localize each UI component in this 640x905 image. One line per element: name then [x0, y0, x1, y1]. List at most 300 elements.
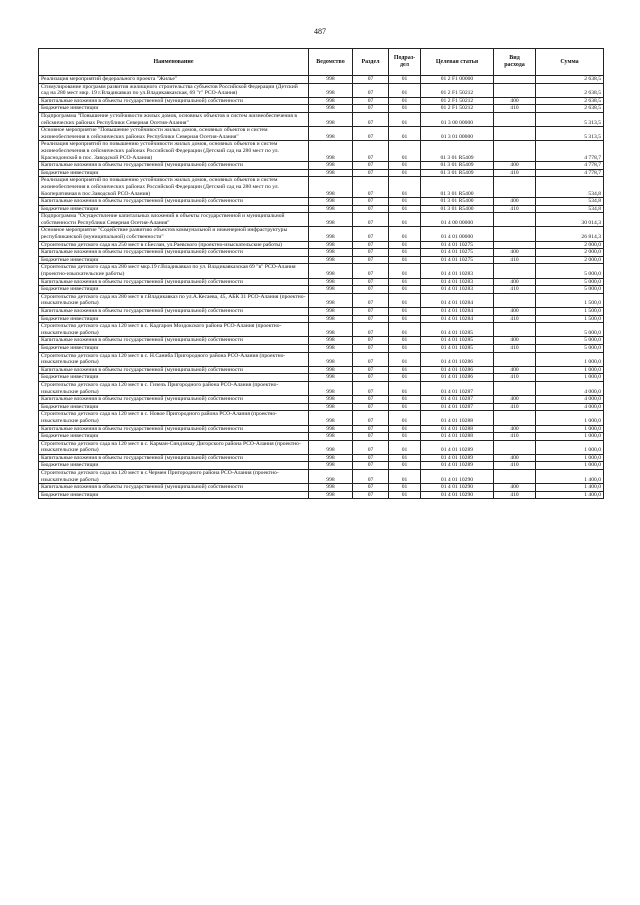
cell-podrazdel: 01 — [389, 112, 421, 126]
cell-celevaya-statya: 01 4 01 10285 — [421, 337, 494, 345]
cell-name: Капитальные вложения в объекты государственной (муниципальной) собственности — [39, 484, 309, 492]
cell-podrazdel: 01 — [389, 278, 421, 286]
cell-vedomstvo: 998 — [309, 403, 353, 411]
cell-razdel: 07 — [353, 278, 389, 286]
table-row — [39, 97, 604, 105]
table-row — [39, 411, 604, 425]
cell-summa: 5 000,0 — [536, 286, 604, 294]
cell-razdel: 07 — [353, 127, 389, 141]
cell-name: Строительство детского сада на 120 мест в с.Чермен Пригородного района РСО-Алания (проектно-изыскательские работы) — [39, 470, 309, 484]
cell-summa: 2 638,5 — [536, 76, 604, 84]
cell-summa: 1 000,0 — [536, 374, 604, 382]
cell-vid-rashoda — [494, 213, 536, 227]
cell-podrazdel: 01 — [389, 249, 421, 257]
cell-razdel: 07 — [353, 286, 389, 294]
cell-razdel: 07 — [353, 141, 389, 162]
cell-vedomstvo: 998 — [309, 462, 353, 470]
cell-celevaya-statya: 01 4 01 00000 — [421, 227, 494, 241]
cell-vid-rashoda: 400 — [494, 249, 536, 257]
table-row — [39, 381, 604, 395]
cell-razdel: 07 — [353, 425, 389, 433]
table-row — [39, 264, 604, 278]
cell-celevaya-statya: 01 4 01 10287 — [421, 396, 494, 404]
table-row — [39, 454, 604, 462]
cell-summa: 2 000,0 — [536, 256, 604, 264]
table-row — [39, 127, 604, 141]
table-row — [39, 352, 604, 366]
cell-celevaya-statya: 01 3 01 00000 — [421, 127, 494, 141]
cell-summa: 4 000,0 — [536, 396, 604, 404]
cell-podrazdel: 01 — [389, 162, 421, 170]
cell-name: Подпрограмма "Осуществление капитальных вложений в объекты государственной и муниципальной собственности Республики Северная Осетия-Алания" — [39, 213, 309, 227]
cell-celevaya-statya: 01 4 01 10285 — [421, 323, 494, 337]
table-row — [39, 227, 604, 241]
cell-vid-rashoda: 410 — [494, 169, 536, 177]
table-row — [39, 141, 604, 162]
header-podrazdel: Подраз- дел — [389, 49, 421, 76]
cell-vid-rashoda — [494, 440, 536, 454]
cell-razdel: 07 — [353, 470, 389, 484]
cell-vid-rashoda: 410 — [494, 491, 536, 499]
cell-name: Строительство детского сада на 120 мест в с. Новое Пригородного района РСО-Алания (проектно-изыскательские работы) — [39, 411, 309, 425]
cell-vedomstvo: 998 — [309, 256, 353, 264]
cell-name: Стимулирование программ развития жилищного строительства субъектов Российской Федерации (Детский сад на 280 мест мкр. 19 г.Владикавказ по ул.Владикавказская, 69 "г" РСО-Алания) — [39, 83, 309, 97]
cell-vedomstvo: 998 — [309, 286, 353, 294]
table-row — [39, 470, 604, 484]
cell-summa: 2 000,0 — [536, 241, 604, 249]
table-row — [39, 293, 604, 307]
cell-name: Реализация мероприятий по повышению устойчивости жилых домов, основных объектов и систем жизнеобеспечения в сейсмических районах Российской Федерации (Детский сад на 280 мест по ул. Краснодонской в пос. Заводской РСО-Алания) — [39, 141, 309, 162]
cell-vid-rashoda: 410 — [494, 105, 536, 113]
cell-podrazdel: 01 — [389, 198, 421, 206]
cell-vedomstvo: 998 — [309, 198, 353, 206]
cell-name: Бюджетные инвестиции — [39, 403, 309, 411]
cell-celevaya-statya: 01 3 01 R5400 — [421, 198, 494, 206]
cell-podrazdel: 01 — [389, 470, 421, 484]
table-row — [39, 213, 604, 227]
cell-razdel: 07 — [353, 227, 389, 241]
cell-celevaya-statya: 01 4 01 10290 — [421, 470, 494, 484]
cell-summa: 30 014,3 — [536, 213, 604, 227]
header-vedomstvo: Ведомство — [309, 49, 353, 76]
cell-name: Строительство детского сада на 120 мест в с. Н.Саниба Пригородного района РСО-Алания (проектно-изыскательские работы) — [39, 352, 309, 366]
cell-razdel: 07 — [353, 411, 389, 425]
cell-name: Строительство детского сада на 280 мест мкр.19 г.Владикавказ по ул. Владикавказская 69 "в" РСО-Алания (проектно-изыскательские работы) — [39, 264, 309, 278]
cell-summa: 1 000,0 — [536, 411, 604, 425]
header-vid-rashoda: Вид расхода — [494, 49, 536, 76]
cell-name: Бюджетные инвестиции — [39, 169, 309, 177]
cell-vid-rashoda: 400 — [494, 366, 536, 374]
cell-vedomstvo: 998 — [309, 76, 353, 84]
cell-summa: 4 778,7 — [536, 141, 604, 162]
cell-name: Капитальные вложения в объекты государственной (муниципальной) собственности — [39, 249, 309, 257]
cell-summa: 5 000,0 — [536, 344, 604, 352]
cell-summa: 4 778,7 — [536, 162, 604, 170]
cell-celevaya-statya: 01 4 01 10285 — [421, 344, 494, 352]
cell-podrazdel: 01 — [389, 484, 421, 492]
table-row — [39, 484, 604, 492]
cell-vid-rashoda: 410 — [494, 374, 536, 382]
cell-name: Капитальные вложения в объекты государственной (муниципальной) собственности — [39, 366, 309, 374]
cell-vedomstvo: 998 — [309, 381, 353, 395]
cell-celevaya-statya: 01 3 01 R5409 — [421, 141, 494, 162]
cell-razdel: 07 — [353, 344, 389, 352]
cell-celevaya-statya: 01 3 01 R5400 — [421, 205, 494, 213]
cell-celevaya-statya: 01 4 01 10283 — [421, 278, 494, 286]
cell-vedomstvo: 998 — [309, 366, 353, 374]
cell-name: Реализация мероприятий федерального проекта "Жилье" — [39, 76, 309, 84]
cell-vedomstvo: 998 — [309, 352, 353, 366]
cell-podrazdel: 01 — [389, 337, 421, 345]
cell-summa: 5 313,5 — [536, 127, 604, 141]
cell-vedomstvo: 998 — [309, 344, 353, 352]
cell-vedomstvo: 998 — [309, 249, 353, 257]
cell-celevaya-statya: 01 2 F1 50212 — [421, 97, 494, 105]
cell-celevaya-statya: 01 4 01 10284 — [421, 308, 494, 316]
cell-razdel: 07 — [353, 169, 389, 177]
cell-podrazdel: 01 — [389, 403, 421, 411]
cell-vid-rashoda: 400 — [494, 425, 536, 433]
cell-name: Реализация мероприятий по повышению устойчивости жилых домов, основных объектов и систем жизнеобеспечения в сейсмических районах Российской Федерации (Детский сад на 280 мест по ул. Кооперативная в пос.Заводской РСО-Алания) — [39, 177, 309, 198]
cell-razdel: 07 — [353, 198, 389, 206]
page-number: 487 — [314, 27, 326, 36]
cell-vedomstvo: 998 — [309, 112, 353, 126]
cell-vedomstvo: 998 — [309, 374, 353, 382]
cell-vid-rashoda: 410 — [494, 403, 536, 411]
cell-podrazdel: 01 — [389, 205, 421, 213]
cell-vid-rashoda — [494, 141, 536, 162]
cell-vedomstvo: 998 — [309, 213, 353, 227]
cell-razdel: 07 — [353, 454, 389, 462]
table-row — [39, 396, 604, 404]
cell-podrazdel: 01 — [389, 433, 421, 441]
cell-podrazdel: 01 — [389, 141, 421, 162]
cell-vid-rashoda: 410 — [494, 315, 536, 323]
cell-razdel: 07 — [353, 323, 389, 337]
cell-vid-rashoda — [494, 127, 536, 141]
cell-name: Строительство детского сада на 120 мест в с. Карман-Синдзикау Дигорского района РСО-Алания (проектно-изыскательские работы) — [39, 440, 309, 454]
cell-summa: 534,8 — [536, 205, 604, 213]
cell-razdel: 07 — [353, 213, 389, 227]
cell-podrazdel: 01 — [389, 352, 421, 366]
cell-celevaya-statya: 01 4 01 10290 — [421, 484, 494, 492]
cell-name: Капитальные вложения в объекты государственной (муниципальной) собственности — [39, 396, 309, 404]
cell-summa: 1 500,0 — [536, 293, 604, 307]
cell-razdel: 07 — [353, 76, 389, 84]
cell-summa: 1 400,0 — [536, 491, 604, 499]
cell-vid-rashoda — [494, 264, 536, 278]
cell-celevaya-statya: 01 4 01 10283 — [421, 286, 494, 294]
cell-vid-rashoda: 400 — [494, 337, 536, 345]
cell-vid-rashoda — [494, 241, 536, 249]
cell-summa: 1 000,0 — [536, 425, 604, 433]
table-row — [39, 241, 604, 249]
cell-name: Строительство детского сада на 120 мест в с. Гизель Пригородного района РСО-Алания (проектно-изыскательские работы) — [39, 381, 309, 395]
table-body — [39, 76, 604, 499]
cell-vedomstvo: 998 — [309, 141, 353, 162]
cell-celevaya-statya: 01 4 01 10283 — [421, 264, 494, 278]
cell-razdel: 07 — [353, 249, 389, 257]
cell-vedomstvo: 998 — [309, 127, 353, 141]
cell-celevaya-statya: 01 4 01 10287 — [421, 381, 494, 395]
cell-summa: 1 000,0 — [536, 366, 604, 374]
cell-celevaya-statya: 01 2 F1 50212 — [421, 83, 494, 97]
cell-vid-rashoda — [494, 352, 536, 366]
cell-summa: 1 400,0 — [536, 470, 604, 484]
cell-name: Строительство детского сада на 280 мест в г.Владикавказ по ул.А.Кесаева, 45, АБК 31 РСО-Алания (проектно-изыскательские работы) — [39, 293, 309, 307]
cell-celevaya-statya: 01 4 01 10288 — [421, 411, 494, 425]
table-row — [39, 491, 604, 499]
cell-vedomstvo: 998 — [309, 454, 353, 462]
table-row — [39, 112, 604, 126]
cell-summa: 534,8 — [536, 198, 604, 206]
cell-vedomstvo: 998 — [309, 440, 353, 454]
cell-podrazdel: 01 — [389, 374, 421, 382]
cell-vid-rashoda — [494, 76, 536, 84]
cell-celevaya-statya: 01 4 01 10275 — [421, 249, 494, 257]
cell-vid-rashoda — [494, 177, 536, 198]
cell-podrazdel: 01 — [389, 213, 421, 227]
cell-podrazdel: 01 — [389, 264, 421, 278]
cell-podrazdel: 01 — [389, 396, 421, 404]
cell-vid-rashoda: 400 — [494, 454, 536, 462]
cell-vedomstvo: 998 — [309, 411, 353, 425]
cell-name: Капитальные вложения в объекты государственной (муниципальной) собственности — [39, 97, 309, 105]
cell-celevaya-statya: 01 3 01 R5409 — [421, 162, 494, 170]
cell-name: Бюджетные инвестиции — [39, 286, 309, 294]
cell-summa: 2 638,5 — [536, 83, 604, 97]
cell-celevaya-statya: 01 4 01 10275 — [421, 256, 494, 264]
cell-vedomstvo: 998 — [309, 205, 353, 213]
table-row — [39, 256, 604, 264]
cell-vid-rashoda — [494, 293, 536, 307]
cell-summa: 5 000,0 — [536, 264, 604, 278]
cell-vid-rashoda: 400 — [494, 97, 536, 105]
cell-vedomstvo: 998 — [309, 241, 353, 249]
cell-podrazdel: 01 — [389, 308, 421, 316]
cell-celevaya-statya: 01 4 01 10284 — [421, 315, 494, 323]
cell-vid-rashoda: 400 — [494, 308, 536, 316]
cell-vid-rashoda: 400 — [494, 484, 536, 492]
cell-podrazdel: 01 — [389, 256, 421, 264]
cell-summa: 4 778,7 — [536, 169, 604, 177]
cell-vid-rashoda: 410 — [494, 286, 536, 294]
cell-vedomstvo: 998 — [309, 396, 353, 404]
cell-name: Капитальные вложения в объекты государственной (муниципальной) собственности — [39, 308, 309, 316]
cell-podrazdel: 01 — [389, 491, 421, 499]
cell-razdel: 07 — [353, 440, 389, 454]
cell-vedomstvo: 998 — [309, 264, 353, 278]
cell-celevaya-statya: 01 4 01 10290 — [421, 491, 494, 499]
cell-razdel: 07 — [353, 374, 389, 382]
table-row — [39, 323, 604, 337]
table-row — [39, 177, 604, 198]
cell-summa: 534,8 — [536, 177, 604, 198]
header-summa: Сумма — [536, 49, 604, 76]
cell-vedomstvo: 998 — [309, 315, 353, 323]
table-row — [39, 337, 604, 345]
cell-vedomstvo: 998 — [309, 433, 353, 441]
cell-celevaya-statya: 01 4 01 10288 — [421, 433, 494, 441]
table-header — [39, 49, 604, 76]
cell-name: Бюджетные инвестиции — [39, 462, 309, 470]
cell-razdel: 07 — [353, 381, 389, 395]
budget-table — [38, 48, 604, 499]
cell-name: Бюджетные инвестиции — [39, 491, 309, 499]
cell-podrazdel: 01 — [389, 127, 421, 141]
cell-vid-rashoda — [494, 83, 536, 97]
table-row — [39, 374, 604, 382]
cell-celevaya-statya: 01 4 01 10288 — [421, 425, 494, 433]
cell-podrazdel: 01 — [389, 105, 421, 113]
cell-razdel: 07 — [353, 264, 389, 278]
cell-celevaya-statya: 01 2 F1 50212 — [421, 105, 494, 113]
table-row — [39, 198, 604, 206]
cell-summa: 1 000,0 — [536, 352, 604, 366]
table-row — [39, 308, 604, 316]
cell-celevaya-statya: 01 4 01 10289 — [421, 454, 494, 462]
cell-razdel: 07 — [353, 352, 389, 366]
cell-summa: 1 500,0 — [536, 315, 604, 323]
cell-podrazdel: 01 — [389, 83, 421, 97]
cell-name: Капитальные вложения в объекты государственной (муниципальной) собственности — [39, 337, 309, 345]
cell-vid-rashoda: 400 — [494, 396, 536, 404]
cell-name: Бюджетные инвестиции — [39, 344, 309, 352]
cell-vid-rashoda — [494, 381, 536, 395]
cell-razdel: 07 — [353, 241, 389, 249]
cell-razdel: 07 — [353, 462, 389, 470]
cell-vedomstvo: 998 — [309, 308, 353, 316]
cell-name: Бюджетные инвестиции — [39, 315, 309, 323]
cell-celevaya-statya: 01 4 00 00000 — [421, 213, 494, 227]
header-razdel: Раздел — [353, 49, 389, 76]
table-row — [39, 105, 604, 113]
cell-summa: 2 000,0 — [536, 249, 604, 257]
cell-name: Бюджетные инвестиции — [39, 374, 309, 382]
cell-vid-rashoda: 410 — [494, 462, 536, 470]
cell-razdel: 07 — [353, 83, 389, 97]
cell-name: Бюджетные инвестиции — [39, 433, 309, 441]
cell-celevaya-statya: 01 2 F1 00000 — [421, 76, 494, 84]
cell-vedomstvo: 998 — [309, 337, 353, 345]
cell-vid-rashoda — [494, 470, 536, 484]
cell-name: Основное мероприятие "Повышение устойчивости жилых домов, основных объектов и систем жизнеобеспечения в сейсмических районах Республики Северная Осетия-Алания" — [39, 127, 309, 141]
cell-name: Капитальные вложения в объекты государственной (муниципальной) собственности — [39, 198, 309, 206]
cell-celevaya-statya: 01 4 01 10289 — [421, 440, 494, 454]
cell-vedomstvo: 998 — [309, 293, 353, 307]
cell-vedomstvo: 998 — [309, 470, 353, 484]
cell-celevaya-statya: 01 3 01 R5400 — [421, 177, 494, 198]
cell-podrazdel: 01 — [389, 293, 421, 307]
cell-celevaya-statya: 01 4 01 10275 — [421, 241, 494, 249]
cell-name: Капитальные вложения в объекты государственной (муниципальной) собственности — [39, 454, 309, 462]
cell-summa: 4 000,0 — [536, 403, 604, 411]
cell-name: Бюджетные инвестиции — [39, 205, 309, 213]
cell-razdel: 07 — [353, 491, 389, 499]
cell-vedomstvo: 998 — [309, 484, 353, 492]
cell-razdel: 07 — [353, 433, 389, 441]
cell-podrazdel: 01 — [389, 227, 421, 241]
table-row — [39, 440, 604, 454]
cell-podrazdel: 01 — [389, 344, 421, 352]
cell-vedomstvo: 998 — [309, 323, 353, 337]
cell-vedomstvo: 998 — [309, 425, 353, 433]
table-row — [39, 433, 604, 441]
cell-razdel: 07 — [353, 97, 389, 105]
cell-celevaya-statya: 01 4 01 10289 — [421, 462, 494, 470]
header-name: Наименование — [39, 49, 309, 76]
cell-razdel: 07 — [353, 177, 389, 198]
table-row — [39, 83, 604, 97]
cell-razdel: 07 — [353, 315, 389, 323]
cell-razdel: 07 — [353, 205, 389, 213]
table-row — [39, 425, 604, 433]
cell-summa: 1 000,0 — [536, 440, 604, 454]
cell-celevaya-statya: 01 4 01 10286 — [421, 374, 494, 382]
table-row — [39, 205, 604, 213]
cell-vid-rashoda: 400 — [494, 162, 536, 170]
cell-podrazdel: 01 — [389, 286, 421, 294]
cell-podrazdel: 01 — [389, 440, 421, 454]
cell-name: Строительство детского сада на 250 мест в г.Беслан, ул.Раевского (проектно-изыскательские работы) — [39, 241, 309, 249]
cell-celevaya-statya: 01 4 01 10287 — [421, 403, 494, 411]
cell-vedomstvo: 998 — [309, 162, 353, 170]
cell-podrazdel: 01 — [389, 76, 421, 84]
cell-vedomstvo: 998 — [309, 491, 353, 499]
cell-summa: 2 638,5 — [536, 97, 604, 105]
cell-podrazdel: 01 — [389, 241, 421, 249]
table-row — [39, 286, 604, 294]
cell-summa: 4 000,0 — [536, 381, 604, 395]
cell-summa: 5 313,5 — [536, 112, 604, 126]
cell-vid-rashoda — [494, 112, 536, 126]
cell-name: Подпрограмма "Повышение устойчивости жилых домов, основных объектов и систем жизнеобеспечения в сейсмических районах Республики Северная Осетия-Алания" — [39, 112, 309, 126]
header-celevaya-statya: Целевая статья — [421, 49, 494, 76]
table-row — [39, 169, 604, 177]
table-row — [39, 162, 604, 170]
cell-celevaya-statya: 01 4 01 10286 — [421, 366, 494, 374]
cell-vedomstvo: 998 — [309, 177, 353, 198]
cell-razdel: 07 — [353, 396, 389, 404]
cell-razdel: 07 — [353, 256, 389, 264]
table-row — [39, 403, 604, 411]
cell-summa: 1 000,0 — [536, 462, 604, 470]
cell-name: Капитальные вложения в объекты государственной (муниципальной) собственности — [39, 162, 309, 170]
table-row — [39, 344, 604, 352]
cell-podrazdel: 01 — [389, 366, 421, 374]
cell-summa: 1 400,0 — [536, 484, 604, 492]
cell-celevaya-statya: 01 4 01 10286 — [421, 352, 494, 366]
table-row — [39, 315, 604, 323]
table-row — [39, 366, 604, 374]
cell-razdel: 07 — [353, 112, 389, 126]
cell-razdel: 07 — [353, 105, 389, 113]
cell-summa: 1 000,0 — [536, 433, 604, 441]
cell-summa: 26 814,3 — [536, 227, 604, 241]
cell-razdel: 07 — [353, 308, 389, 316]
cell-name: Бюджетные инвестиции — [39, 105, 309, 113]
cell-summa: 5 000,0 — [536, 278, 604, 286]
cell-vedomstvo: 998 — [309, 169, 353, 177]
cell-name: Бюджетные инвестиции — [39, 256, 309, 264]
cell-summa: 1 500,0 — [536, 308, 604, 316]
cell-vedomstvo: 998 — [309, 227, 353, 241]
cell-razdel: 07 — [353, 484, 389, 492]
cell-podrazdel: 01 — [389, 323, 421, 337]
cell-vedomstvo: 998 — [309, 83, 353, 97]
cell-name: Капитальные вложения в объекты государственной (муниципальной) собственности — [39, 425, 309, 433]
table-row — [39, 249, 604, 257]
